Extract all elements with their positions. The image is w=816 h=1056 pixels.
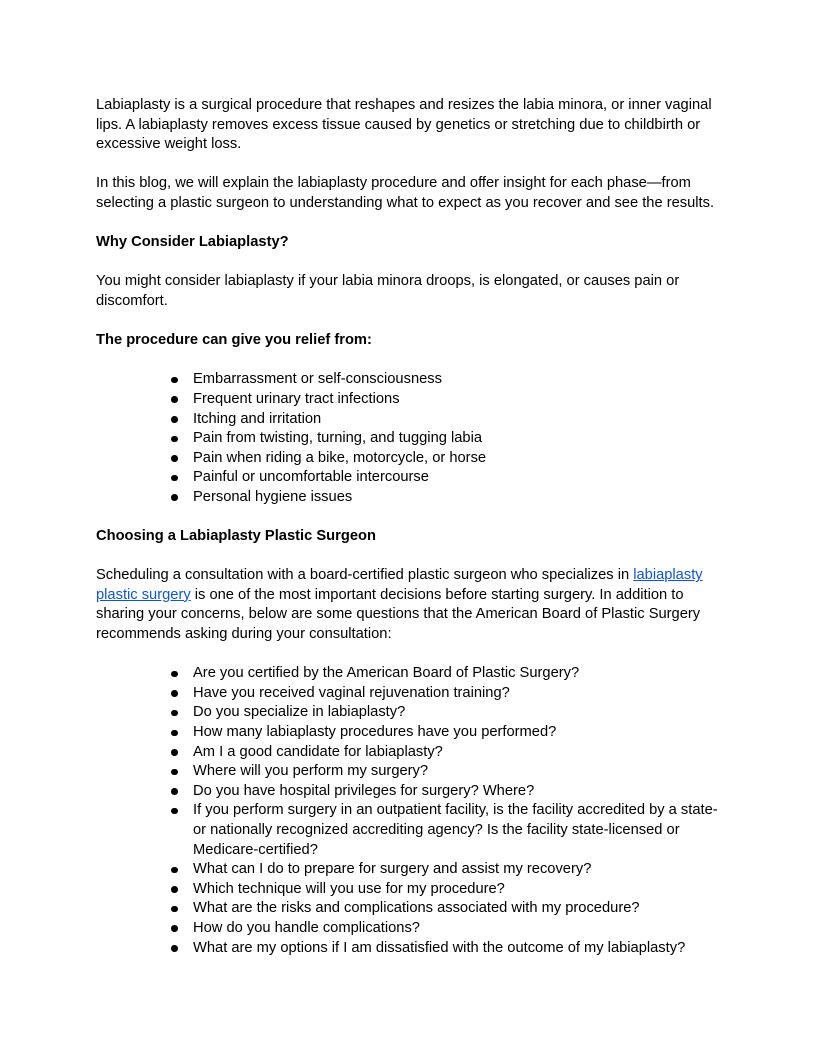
bullet-icon [171,769,178,776]
list-item [193,390,720,410]
intro-paragraph-2: In this blog, we will explain the labiaplasty procedure and offer insight for each phase—from selecting a plastic surgeon to understanding what to expect as you recover and see the results. [96,175,715,211]
list-item-text: Pain when riding a bike, motorcycle, or horse [193,449,487,466]
bullet-icon [171,906,178,913]
bullet-icon [171,945,178,952]
list-item-text: Am I a good candidate for labiaplasty? [193,743,443,760]
bullet-icon [171,455,178,462]
list-item [193,370,720,390]
labiaplasty-plastic-surgery-link[interactable]: labiaplasty plastic surgery [96,567,703,603]
list-item-text: Which technique will you use for my procedure? [193,880,505,897]
scheduling-text-after-link: is one of the most important decisions before starting surgery. In addition to sharing your concerns, below are some questions that the American Board of Plastic Surgery recommends asking during your consultation: [96,586,701,643]
list-item [193,449,720,469]
bullet-icon [171,867,178,874]
list-item-text: Are you certified by the American Board of Plastic Surgery? [193,665,580,682]
list-item [193,801,720,860]
relief-list [96,370,720,507]
list-item [193,703,720,723]
list-item-text: What can I do to prepare for surgery and assist my recovery? [193,861,592,878]
list-item [193,919,720,939]
list-item-text: Itching and irritation [193,410,322,427]
bullet-icon [171,808,178,815]
bullet-icon [171,494,178,501]
consider-paragraph: You might consider labiaplasty if your labia minora droops, is elongated, or causes pain or discomfort. [96,273,680,309]
list-item-text: Pain from twisting, turning, and tugging labia [193,430,483,447]
list-item-text: Do you have hospital privileges for surgery? Where? [193,782,535,799]
list-item [193,723,720,743]
intro-paragraph-1: Labiaplasty is a surgical procedure that reshapes and resizes the labia minora, or inner vaginal lips. A labiaplasty removes excess tissue caused by genetics or stretching due to childbirth or excessive weight loss. [96,97,712,153]
bullet-icon [171,925,178,932]
bullet-icon [171,710,178,717]
list-item [193,762,720,782]
list-item-text: Where will you perform my surgery? [193,763,429,780]
list-item [193,880,720,900]
list-item-text: Personal hygiene issues [193,488,353,505]
list-item [193,860,720,880]
list-item [193,429,720,449]
list-item-text: Have you received vaginal rejuvenation training? [193,684,510,701]
bullet-icon [171,396,178,403]
list-item [193,410,720,430]
bullet-icon [171,416,178,423]
list-item-text: How do you handle complications? [193,919,420,936]
scheduling-text-before-link: Scheduling a consultation with a board-certified plastic surgeon who specializes in [96,567,634,584]
list-item [193,684,720,704]
bullet-icon [171,671,178,678]
bullet-icon [171,690,178,697]
list-item [193,743,720,763]
list-item-text: How many labiaplasty procedures have you performed? [193,724,557,740]
heading-choosing-surgeon: Choosing a Labiaplasty Plastic Surgeon [96,528,376,545]
list-item-text: If you perform surgery in an outpatient facility, is the facility accredited by a state- or nationally recognized accrediting agency? Is the facility state-licensed or Medicare-certified? [193,802,718,858]
list-item [193,664,720,684]
list-item-text: Do you specialize in labiaplasty? [193,704,406,721]
list-item [193,899,720,919]
bullet-icon [171,788,178,795]
bullet-icon [171,475,178,482]
bullet-icon [171,436,178,443]
list-item-text: Embarrassment or self-consciousness [193,371,442,388]
list-item [193,939,720,959]
bullet-icon [171,377,178,384]
list-item-text: What are the risks and complications associated with my procedure? [193,900,640,917]
list-item [193,468,720,488]
list-item [193,782,720,802]
list-item [193,488,720,508]
list-item-text: What are my options if I am dissatisfied with the outcome of my labiaplasty? [193,939,686,956]
list-item-text: Painful or uncomfortable intercourse [193,469,429,486]
bullet-icon [171,730,178,737]
scheduling-paragraph [96,566,720,644]
consultation-questions-list [96,664,720,958]
heading-procedure-relief: The procedure can give you relief from: [96,332,372,349]
bullet-icon [171,886,178,893]
list-item-text: Frequent urinary tract infections [193,390,400,407]
heading-why-consider-labiaplasty: Why Consider Labiaplasty? [96,234,289,251]
bullet-icon [171,749,178,756]
